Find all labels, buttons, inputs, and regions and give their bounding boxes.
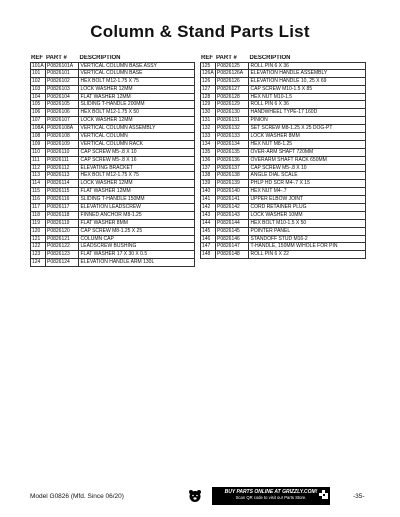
ref-cell: 123 bbox=[31, 251, 46, 258]
table-row bbox=[200, 117, 366, 125]
table-row bbox=[200, 196, 366, 204]
ref-cell: 121 bbox=[31, 236, 46, 243]
part-number-cell: P0826143 bbox=[216, 212, 249, 219]
description-cell: ANGLE DIAL SCALE bbox=[250, 172, 298, 179]
ref-cell: 122 bbox=[31, 243, 46, 250]
ref-cell: 107 bbox=[31, 117, 46, 124]
part-number-cell: P0826101 bbox=[46, 70, 79, 77]
table-row bbox=[200, 125, 366, 133]
ref-cell: 110 bbox=[31, 149, 46, 156]
description-cell: ELEVATION HANDLE ASSEMBLY bbox=[250, 69, 328, 76]
ref-cell: 120 bbox=[31, 228, 46, 235]
table-header bbox=[200, 52, 366, 62]
part-number-cell: P0826125 bbox=[216, 63, 249, 69]
description-cell: ELEVATION HANDLE 10, 25 X 69 bbox=[250, 77, 327, 84]
table-row bbox=[30, 149, 195, 157]
table-row bbox=[200, 188, 366, 196]
part-number-cell: P0826120 bbox=[46, 228, 79, 235]
ref-cell: 109 bbox=[31, 141, 46, 148]
ref-cell: 111 bbox=[31, 157, 46, 164]
table-row bbox=[200, 172, 366, 180]
ref-cell: 133 bbox=[201, 133, 216, 140]
part-number-cell: P0826131 bbox=[216, 117, 249, 124]
table-row bbox=[30, 251, 195, 259]
part-number-cell: P0826117 bbox=[46, 204, 79, 211]
table-row bbox=[30, 188, 195, 196]
ref-cell: 114 bbox=[31, 180, 46, 187]
ref-cell: 132 bbox=[201, 125, 216, 132]
header-part: PART # bbox=[216, 55, 237, 61]
description-cell: SET SCREW M8-1.25 X 25 DOG-PT bbox=[250, 125, 333, 132]
grizzly-bear-logo-icon bbox=[188, 489, 202, 503]
description-cell: CAP SCREW M5-.8 X 10 bbox=[250, 164, 307, 171]
part-number-cell: P0826106 bbox=[46, 109, 79, 116]
description-cell: LOCK WASHER 8MM bbox=[250, 133, 300, 140]
description-cell: COLUMN CAP bbox=[80, 235, 114, 242]
description-cell: POINTER PANEL bbox=[250, 227, 291, 234]
part-number-cell: P0826134 bbox=[216, 141, 249, 148]
part-number-cell: P0826123 bbox=[46, 251, 79, 258]
ref-cell: 116 bbox=[31, 196, 46, 203]
description-cell: CAP SCREW M8-1.25 X 25 bbox=[80, 227, 143, 234]
part-number-cell: P0826135 bbox=[216, 149, 249, 156]
part-number-cell: P0826128 bbox=[216, 94, 249, 101]
table-row bbox=[200, 180, 366, 188]
table-row bbox=[30, 204, 195, 212]
part-number-cell: P0826133 bbox=[216, 133, 249, 140]
description-cell: LOCK WASHER 12MM bbox=[80, 85, 133, 92]
part-number-cell: P0826115 bbox=[46, 188, 79, 195]
description-cell: ELEVATION HANDLE ARM 130L bbox=[80, 259, 155, 266]
description-cell: LEADSCREW BUSHING bbox=[80, 243, 137, 250]
ref-cell: 102 bbox=[31, 78, 46, 85]
description-cell: T-HANDLE, 150MM W/HOLE FOR PIN bbox=[250, 243, 338, 250]
parts-table-left bbox=[30, 52, 195, 267]
table-row bbox=[30, 172, 195, 180]
part-number-cell: P0826141 bbox=[216, 196, 249, 203]
ref-cell: 129 bbox=[201, 101, 216, 108]
part-number-cell: P0826126 bbox=[216, 78, 249, 85]
ref-cell: 101 bbox=[31, 70, 46, 77]
part-number-cell: P0826121 bbox=[46, 236, 79, 243]
table-row bbox=[30, 125, 195, 133]
table-row bbox=[200, 212, 366, 220]
part-number-cell: P0826110 bbox=[46, 149, 79, 156]
table-row bbox=[200, 165, 366, 173]
table-row bbox=[30, 196, 195, 204]
part-number-cell: P0826145 bbox=[216, 228, 249, 235]
part-number-cell: P0826107 bbox=[46, 117, 79, 124]
table-row bbox=[30, 259, 195, 267]
description-cell: LOCK WASHER 12MM bbox=[80, 117, 133, 124]
part-number-cell: P0826142 bbox=[216, 204, 249, 211]
part-number-cell: P0826127 bbox=[216, 86, 249, 93]
ref-cell: 101A bbox=[31, 63, 46, 69]
header-ref: REF bbox=[201, 55, 213, 61]
description-cell: VERTICAL COLUMN BASE bbox=[80, 69, 143, 76]
ref-cell: 141 bbox=[201, 196, 216, 203]
description-cell: CORD RETAINER PLUG bbox=[250, 204, 307, 211]
ref-cell: 128 bbox=[201, 94, 216, 101]
description-cell: VERTICAL COLUMN RACK bbox=[80, 140, 144, 147]
ref-cell: 118 bbox=[31, 212, 46, 219]
banner-subline: Scan QR code to visit our Parts Store. bbox=[235, 495, 307, 500]
part-number-cell: P0826124 bbox=[46, 259, 79, 266]
model-label: Model G0826 (Mfd. Since 06/20) bbox=[30, 493, 124, 500]
ref-cell: 138 bbox=[201, 172, 216, 179]
description-cell: ROLL PIN 6 X 36 bbox=[250, 101, 289, 108]
part-number-cell: P0826129 bbox=[216, 101, 249, 108]
table-row bbox=[30, 86, 195, 94]
ref-cell: 148 bbox=[201, 251, 216, 258]
ref-cell: 147 bbox=[201, 243, 216, 250]
description-cell: FLAT WASHER 8MM bbox=[80, 219, 128, 226]
part-number-cell: P0826116 bbox=[46, 196, 79, 203]
description-cell: UPPER ELBOW JOINT bbox=[250, 196, 304, 203]
description-cell: HEX NUT M8-1.25 bbox=[250, 140, 293, 147]
ref-cell: 108 bbox=[31, 133, 46, 140]
part-number-cell: P0826139 bbox=[216, 180, 249, 187]
description-cell: ROLL PIN 6 X 36 bbox=[250, 63, 289, 69]
description-cell: HEX NUT M10-1.5 bbox=[250, 93, 293, 100]
ref-cell: 117 bbox=[31, 204, 46, 211]
description-cell: HEX BOLT M10-1.5 X 50 bbox=[250, 219, 307, 226]
part-number-cell: P0826130 bbox=[216, 109, 249, 116]
header-description: DESCRIPTION bbox=[249, 55, 291, 61]
ref-cell: 108A bbox=[31, 125, 46, 132]
ref-cell: 112 bbox=[31, 165, 46, 172]
parts-table-right bbox=[200, 52, 366, 259]
part-number-cell: P0826136 bbox=[216, 157, 249, 164]
part-number-cell: P0826144 bbox=[216, 220, 249, 227]
ref-cell: 106 bbox=[31, 109, 46, 116]
banner-headline: BUY PARTS ONLINE AT GRIZZLY.COM! bbox=[224, 489, 318, 495]
part-number-cell: P0826103 bbox=[46, 86, 79, 93]
ref-cell: 113 bbox=[31, 172, 46, 179]
table-row bbox=[200, 149, 366, 157]
description-cell: OVERARM SHAFT RACK 650MM bbox=[250, 156, 327, 163]
part-number-cell: P0826146 bbox=[216, 236, 249, 243]
table-row bbox=[200, 204, 366, 212]
header-part: PART # bbox=[46, 55, 67, 61]
description-cell: LOCK WASHER 12MM bbox=[80, 180, 133, 187]
table-row bbox=[30, 133, 195, 141]
part-number-cell: P0826137 bbox=[216, 165, 249, 172]
table-row bbox=[200, 141, 366, 149]
table-row bbox=[30, 165, 195, 173]
table-row bbox=[30, 94, 195, 102]
description-cell: VERTICAL COLUMN bbox=[80, 133, 128, 140]
table-row bbox=[200, 62, 366, 70]
table-row bbox=[200, 70, 366, 78]
description-cell: SLIDING T-HANDLE 150MM bbox=[80, 196, 145, 203]
part-number-cell: P0826102 bbox=[46, 78, 79, 85]
part-number-cell: P0826119 bbox=[46, 220, 79, 227]
header-description: DESCRIPTION bbox=[79, 55, 121, 61]
description-cell: HEX BOLT M12-1.75 X 50 bbox=[80, 109, 139, 116]
table-row bbox=[30, 236, 195, 244]
description-cell: VERTICAL COLUMN BASE ASSY bbox=[80, 63, 157, 69]
table-row bbox=[200, 86, 366, 94]
description-cell: HEX BOLT M12-1.75 X 75 bbox=[80, 172, 139, 179]
table-row bbox=[30, 141, 195, 149]
table-row bbox=[200, 236, 366, 244]
table-row bbox=[200, 101, 366, 109]
description-cell: CAP SCREW M5-.8 X 10 bbox=[80, 148, 137, 155]
header-ref: REF bbox=[31, 55, 43, 61]
description-cell: FINNED ANCHOR M8-1.25 bbox=[80, 211, 142, 218]
ref-cell: 134 bbox=[201, 141, 216, 148]
table-row bbox=[200, 133, 366, 141]
description-cell: CAP SCREW M5-.8 X 16 bbox=[80, 156, 137, 163]
ref-cell: 144 bbox=[201, 220, 216, 227]
table-row bbox=[30, 157, 195, 165]
part-number-cell: P0826147 bbox=[216, 243, 249, 250]
description-cell: PINION bbox=[250, 117, 268, 124]
description-cell: PHLP HD SCR M4-.7 X 15 bbox=[250, 180, 310, 187]
table-row bbox=[30, 228, 195, 236]
ref-cell: 142 bbox=[201, 204, 216, 211]
ref-cell: 143 bbox=[201, 212, 216, 219]
description-cell: ELEVATING BRACKET bbox=[80, 164, 133, 171]
table-row bbox=[200, 78, 366, 86]
table-row bbox=[30, 212, 195, 220]
ref-cell: 136 bbox=[201, 157, 216, 164]
part-number-cell: P0826104 bbox=[46, 94, 79, 101]
description-cell: FLAT WASHER 17 X 30 X 0.5 bbox=[80, 251, 148, 258]
ref-cell: 104 bbox=[31, 94, 46, 101]
part-number-cell: P0826105 bbox=[46, 101, 79, 108]
part-number-cell: P0826132 bbox=[216, 125, 249, 132]
description-cell: ELEVATION LEADSCREW bbox=[80, 204, 141, 211]
ref-cell: 139 bbox=[201, 180, 216, 187]
description-cell: CAP SCREW M10-1.5 X 85 bbox=[250, 85, 313, 92]
description-cell: HANDWHEEL TYPE-17 160D bbox=[250, 109, 318, 116]
table-row bbox=[30, 243, 195, 251]
ref-cell: 119 bbox=[31, 220, 46, 227]
table-row bbox=[30, 101, 195, 109]
description-cell: HEX NUT M4-.7 bbox=[250, 188, 287, 195]
ref-cell: 124 bbox=[31, 259, 46, 266]
ref-cell: 103 bbox=[31, 86, 46, 93]
description-cell: ROLL PIN 6 X 22 bbox=[250, 251, 289, 258]
table-row bbox=[30, 109, 195, 117]
table-row bbox=[200, 109, 366, 117]
description-cell: FLAT WASHER 12MM bbox=[80, 188, 131, 195]
table-row bbox=[30, 180, 195, 188]
ref-cell: 131 bbox=[201, 117, 216, 124]
table-row bbox=[30, 220, 195, 228]
part-number-cell: P0826101A bbox=[46, 63, 79, 69]
page-title: Column & Stand Parts List bbox=[90, 22, 310, 41]
part-number-cell: P0826108 bbox=[46, 133, 79, 140]
description-cell: LOCK WASHER 10MM bbox=[250, 211, 303, 218]
table-row bbox=[30, 70, 195, 78]
ref-cell: 127 bbox=[201, 86, 216, 93]
part-number-cell: P0826118 bbox=[46, 212, 79, 219]
table-row bbox=[200, 94, 366, 102]
part-number-cell: P0826122 bbox=[46, 243, 79, 250]
table-row bbox=[200, 157, 366, 165]
part-number-cell: P0826111 bbox=[46, 157, 79, 164]
ref-cell: 115 bbox=[31, 188, 46, 195]
description-cell: STANDOFF STUD M16-2 bbox=[250, 235, 308, 242]
parts-store-banner[interactable] bbox=[212, 487, 330, 505]
ref-cell: 105 bbox=[31, 101, 46, 108]
table-header bbox=[30, 52, 195, 62]
ref-cell: 126 bbox=[201, 78, 216, 85]
ref-cell: 125 bbox=[201, 63, 216, 69]
part-number-cell: P0826109 bbox=[46, 141, 79, 148]
table-row bbox=[30, 117, 195, 125]
description-cell: SLIDING T-HANDLE 200MM bbox=[80, 101, 145, 108]
ref-cell: 135 bbox=[201, 149, 216, 156]
ref-cell: 145 bbox=[201, 228, 216, 235]
part-number-cell: P0826112 bbox=[46, 165, 79, 172]
part-number-cell: P0826138 bbox=[216, 172, 249, 179]
description-cell: FLAT WASHER 12MM bbox=[80, 93, 131, 100]
page-footer bbox=[0, 486, 400, 508]
ref-cell: 137 bbox=[201, 165, 216, 172]
table-row bbox=[30, 78, 195, 86]
qr-code-icon[interactable] bbox=[319, 490, 328, 499]
table-row bbox=[30, 62, 195, 70]
part-number-cell: P0826148 bbox=[216, 251, 249, 258]
description-cell: OVER-ARM SHAFT 720MM bbox=[250, 148, 314, 155]
page-number: -35- bbox=[353, 493, 365, 500]
table-row bbox=[200, 220, 366, 228]
table-row bbox=[200, 228, 366, 236]
part-number-cell: P0826126A bbox=[216, 70, 249, 77]
description-cell: HEX BOLT M12-1.75 X 75 bbox=[80, 77, 139, 84]
ref-cell: 146 bbox=[201, 236, 216, 243]
table-row bbox=[200, 251, 366, 259]
ref-cell: 130 bbox=[201, 109, 216, 116]
description-cell: VERTICAL COLUMN ASSEMBLY bbox=[80, 125, 156, 132]
part-number-cell: P0826140 bbox=[216, 188, 249, 195]
part-number-cell: P0826108A bbox=[46, 125, 79, 132]
part-number-cell: P0826114 bbox=[46, 180, 79, 187]
ref-cell: 126A bbox=[201, 70, 216, 77]
part-number-cell: P0826113 bbox=[46, 172, 79, 179]
ref-cell: 140 bbox=[201, 188, 216, 195]
table-row bbox=[200, 243, 366, 251]
